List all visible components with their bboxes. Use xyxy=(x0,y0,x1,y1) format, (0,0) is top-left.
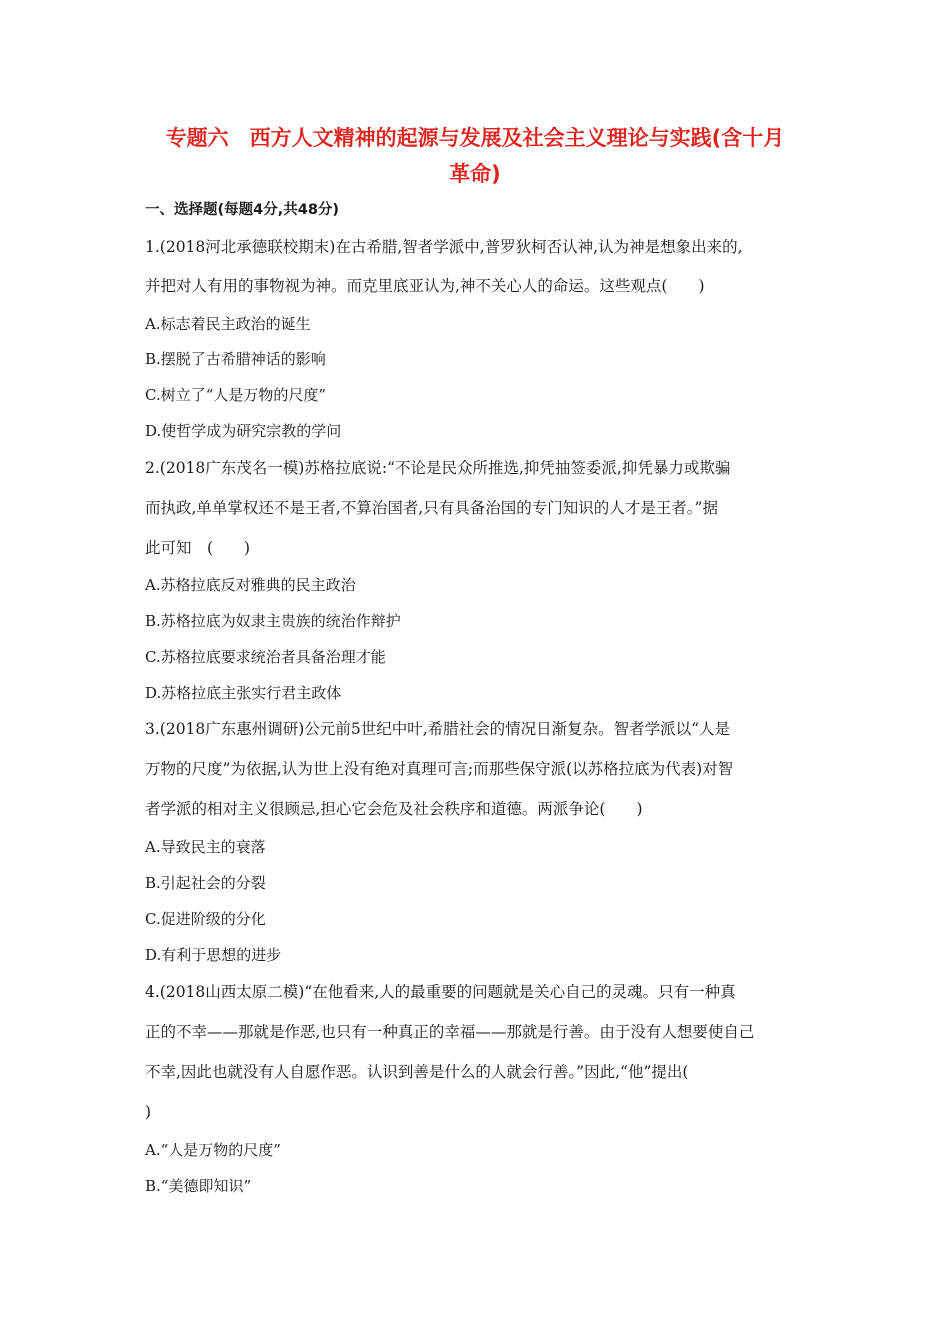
question-2-option-d: D.苏格拉底主张实行君主政体 xyxy=(145,684,342,702)
question-3-stem-line-1: 3.(2018广东惠州调研)公元前5世纪中叶,希腊社会的情况日渐复杂。智者学派以“人是 xyxy=(145,720,731,738)
question-4-stem-line-4: ) xyxy=(145,1103,152,1121)
question-3-option-a: A.导致民主的衰落 xyxy=(145,838,266,856)
question-3-option-c: C.促进阶级的分化 xyxy=(145,910,266,928)
question-2-option-a: A.苏格拉底反对雅典的民主政治 xyxy=(145,576,356,594)
question-1-option-b: B.摆脱了古希腊神话的影响 xyxy=(145,350,326,368)
question-1-option-a: A.标志着民主政治的诞生 xyxy=(145,315,311,333)
section-heading: 一、选择题(每题4分,共48分) xyxy=(145,202,340,218)
document-title-line-1: 专题六 西方人文精神的起源与发展及社会主义理论与实践(含十月 xyxy=(165,126,785,150)
question-4-stem-line-3: 不幸,因此也就没有人自愿作恶。认识到善是什么的人就会行善。”因此,“他”提出( xyxy=(145,1063,689,1081)
question-2-stem-line-2: 而执政,单单掌权还不是王者,不算治国者,只有具备治国的专门知识的人才是王者。”据 xyxy=(145,499,718,517)
question-2-option-c: C.苏格拉底要求统治者具备治理才能 xyxy=(145,648,386,666)
question-2-stem-line-1: 2.(2018广东茂名一模)苏格拉底说:“不论是民众所推选,抑凭抽签委派,抑凭暴力或欺骗 xyxy=(145,459,731,477)
document-title-line-2: 革命) xyxy=(449,162,501,186)
question-2-stem-line-3: 此可知 ( ) xyxy=(145,539,251,557)
question-3-option-d: D.有利于思想的进步 xyxy=(145,946,282,964)
question-1-stem-line-1: 1.(2018河北承德联校期末)在古希腊,智者学派中,普罗狄柯否认神,认为神是想象出来的, xyxy=(145,238,743,256)
question-2-option-b: B.苏格拉底为奴隶主贵族的统治作辩护 xyxy=(145,612,401,630)
question-4-option-a: A.“人是万物的尺度” xyxy=(145,1141,281,1159)
question-3-stem-line-2: 万物的尺度”为依据,认为世上没有绝对真理可言;而那些保守派(以苏格拉底为代表)对智 xyxy=(145,760,734,778)
question-1-stem-line-2: 并把对人有用的事物视为神。而克里底亚认为,神不关心人的命运。这些观点( ) xyxy=(145,277,705,295)
question-1-option-d: D.使哲学成为研究宗教的学问 xyxy=(145,422,342,440)
question-1-option-c: C.树立了“人是万物的尺度” xyxy=(145,386,327,404)
question-3-stem-line-3: 者学派的相对主义很顾忌,担心它会危及社会秩序和道德。两派争论( ) xyxy=(145,800,643,818)
question-4-option-b: B.“美德即知识” xyxy=(145,1177,252,1195)
question-3-option-b: B.引起社会的分裂 xyxy=(145,874,266,892)
question-4-stem-line-1: 4.(2018山西太原二模)“在他看来,人的最重要的问题就是关心自己的灵魂。只有一种真 xyxy=(145,983,736,1001)
question-4-stem-line-2: 正的不幸——那就是作恶,也只有一种真正的幸福——那就是行善。由于没有人想要使自己 xyxy=(145,1023,755,1041)
